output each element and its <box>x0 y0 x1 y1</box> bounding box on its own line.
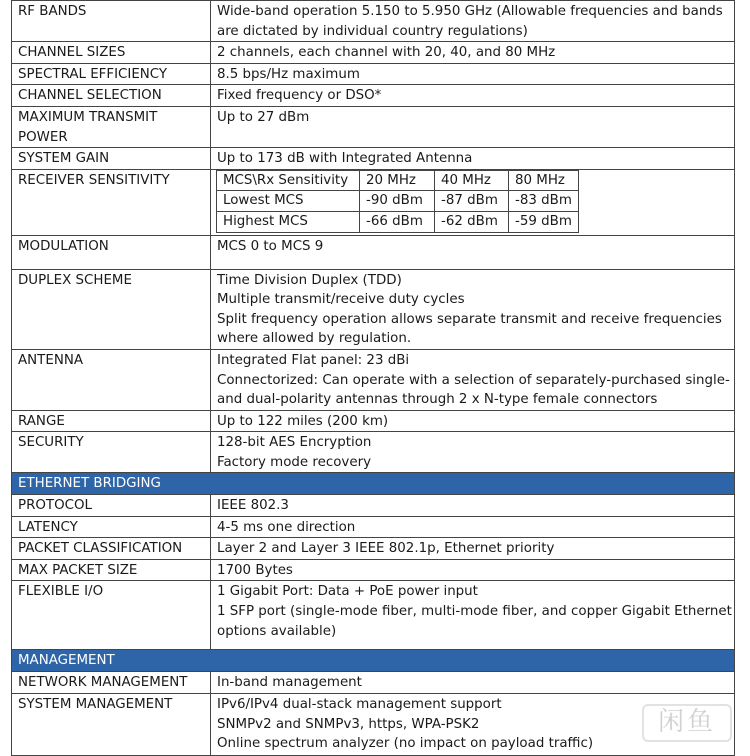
spec-value <box>211 559 735 581</box>
spec-row <box>12 432 735 473</box>
sensitivity-row <box>217 211 579 232</box>
spec-value-line: Up to 27 dBm <box>217 109 310 125</box>
sensitivity-header-cell: 80 MHz <box>509 170 579 191</box>
sensitivity-cell: Lowest MCS <box>217 191 360 212</box>
spec-value-line: are dictated by individual country regulations) <box>217 23 528 39</box>
spec-value <box>211 42 735 64</box>
spec-label: SYSTEM MANAGEMENT <box>12 694 211 756</box>
spec-value-line: options available) <box>217 623 337 639</box>
sensitivity-row <box>217 191 579 212</box>
spec-label: FLEXIBLE I/O <box>12 581 211 650</box>
spec-value-line: Up to 122 miles (200 km) <box>217 413 389 429</box>
spec-value <box>211 63 735 85</box>
spec-value <box>211 432 735 473</box>
sensitivity-cell: -90 dBm <box>360 191 435 212</box>
spec-value-line: Split frequency operation allows separate transmit and receive frequencies <box>217 311 722 327</box>
spec-label: RECEIVER SENSITIVITY <box>12 169 211 235</box>
spec-value-line: IPv6/IPv4 dual-stack management support <box>217 697 502 713</box>
spec-label: MAXIMUM TRANSMIT POWER <box>12 106 211 147</box>
spec-label: PACKET CLASSIFICATION <box>12 538 211 560</box>
spec-value-line: Fixed frequency or DSO* <box>217 88 382 104</box>
spec-value-line: MCS 0 to MCS 9 <box>217 238 324 254</box>
spec-row <box>12 559 735 581</box>
spec-value-line: 128-bit AES Encryption <box>217 435 372 451</box>
spec-value-line: where allowed by regulation. <box>217 331 412 347</box>
sensitivity-cell: Highest MCS <box>217 211 360 232</box>
spec-label: CHANNEL SIZES <box>12 42 211 64</box>
spec-label: ANTENNA <box>12 349 211 410</box>
spec-row <box>12 63 735 85</box>
spec-value <box>211 538 735 560</box>
spec-row <box>12 1 735 42</box>
spec-value-line: 1 Gigabit Port: Data + PoE power input <box>217 584 478 600</box>
spec-row-receiver-sensitivity <box>12 169 735 235</box>
spec-label: SYSTEM GAIN <box>12 148 211 170</box>
spec-value-line: Integrated Flat panel: 23 dBi <box>217 352 410 368</box>
spec-value <box>211 1 735 42</box>
spec-value-line: Connectorized: Can operate with a selection of separately-purchased single- <box>217 372 730 388</box>
sensitivity-cell: -59 dBm <box>509 211 579 232</box>
spec-value <box>211 516 735 538</box>
spec-row <box>12 235 735 269</box>
spec-value <box>211 581 735 650</box>
spec-value <box>211 235 735 269</box>
spec-value-line: Time Division Duplex (TDD) <box>217 272 402 288</box>
spec-value-line: Wide-band operation 5.150 to 5.950 GHz (Allowable frequencies and bands <box>217 4 723 19</box>
spec-value <box>211 410 735 432</box>
spec-value-line: 4-5 ms one direction <box>217 519 356 535</box>
sensitivity-header-row <box>217 170 579 191</box>
spec-label: MODULATION <box>12 235 211 269</box>
section-header-ethernet <box>12 473 735 495</box>
sensitivity-header-cell: 40 MHz <box>435 170 509 191</box>
spec-value-line: 1 SFP port (single-mode fiber, multi-mode fiber, and copper Gigabit Ethernet <box>217 604 732 620</box>
spec-row <box>12 516 735 538</box>
spec-value <box>211 148 735 170</box>
spec-value <box>211 169 735 235</box>
sensitivity-cell: -83 dBm <box>509 191 579 212</box>
spec-row <box>12 672 735 694</box>
spec-value-line: IEEE 802.3 <box>217 498 289 514</box>
spec-value-line: In-band management <box>217 675 362 691</box>
spec-value-line: Online spectrum analyzer (no impact on payload traffic) <box>217 736 594 752</box>
spec-row <box>12 410 735 432</box>
sensitivity-cell: -66 dBm <box>360 211 435 232</box>
sensitivity-header-cell: 20 MHz <box>360 170 435 191</box>
spec-value-line: 8.5 bps/Hz maximum <box>217 66 360 82</box>
spec-row <box>12 85 735 107</box>
spec-value <box>211 106 735 147</box>
spec-row <box>12 148 735 170</box>
spec-sheet <box>11 0 735 752</box>
sensitivity-table <box>216 170 579 233</box>
spec-value <box>211 85 735 107</box>
spec-row <box>12 538 735 560</box>
spec-value-line: Multiple transmit/receive duty cycles <box>217 292 465 308</box>
spec-row <box>12 581 735 650</box>
spec-label: PROTOCOL <box>12 495 211 517</box>
sensitivity-cell: -87 dBm <box>435 191 509 212</box>
spec-row <box>12 42 735 64</box>
spec-value-line: and dual-polarity antennas through 2 x N-type female connectors <box>217 392 658 408</box>
spec-value <box>211 349 735 410</box>
spec-label: RANGE <box>12 410 211 432</box>
spec-value-line: Layer 2 and Layer 3 IEEE 802.1p, Ethernet priority <box>217 541 555 557</box>
sensitivity-header-cell: MCS\Rx Sensitivity <box>217 170 360 191</box>
watermark: 闲鱼 <box>642 704 732 742</box>
spec-label: NETWORK MANAGEMENT <box>12 672 211 694</box>
section-title: ETHERNET BRIDGING <box>12 473 735 495</box>
spec-label: SECURITY <box>12 432 211 473</box>
spec-label: RF BANDS <box>12 1 211 42</box>
spec-label: MAX PACKET SIZE <box>12 559 211 581</box>
spec-row <box>12 106 735 147</box>
spec-row <box>12 349 735 410</box>
sensitivity-cell: -62 dBm <box>435 211 509 232</box>
spec-value-line: 2 channels, each channel with 20, 40, and 80 MHz <box>217 45 556 61</box>
spec-value-line: 1700 Bytes <box>217 562 293 578</box>
spec-row <box>12 694 735 756</box>
section-title: MANAGEMENT <box>12 650 735 672</box>
spec-row <box>12 495 735 517</box>
spec-row <box>12 269 735 349</box>
section-header-management <box>12 650 735 672</box>
spec-label: CHANNEL SELECTION <box>12 85 211 107</box>
spec-label: LATENCY <box>12 516 211 538</box>
spec-value-line: SNMPv2 and SNMPv3, https, WPA-PSK2 <box>217 716 480 732</box>
spec-table <box>11 0 735 756</box>
spec-label: SPECTRAL EFFICIENCY <box>12 63 211 85</box>
spec-value-line: Factory mode recovery <box>217 454 371 470</box>
spec-value <box>211 672 735 694</box>
spec-value-line: Up to 173 dB with Integrated Antenna <box>217 151 473 167</box>
spec-value <box>211 495 735 517</box>
spec-label: DUPLEX SCHEME <box>12 269 211 349</box>
spec-value <box>211 269 735 349</box>
